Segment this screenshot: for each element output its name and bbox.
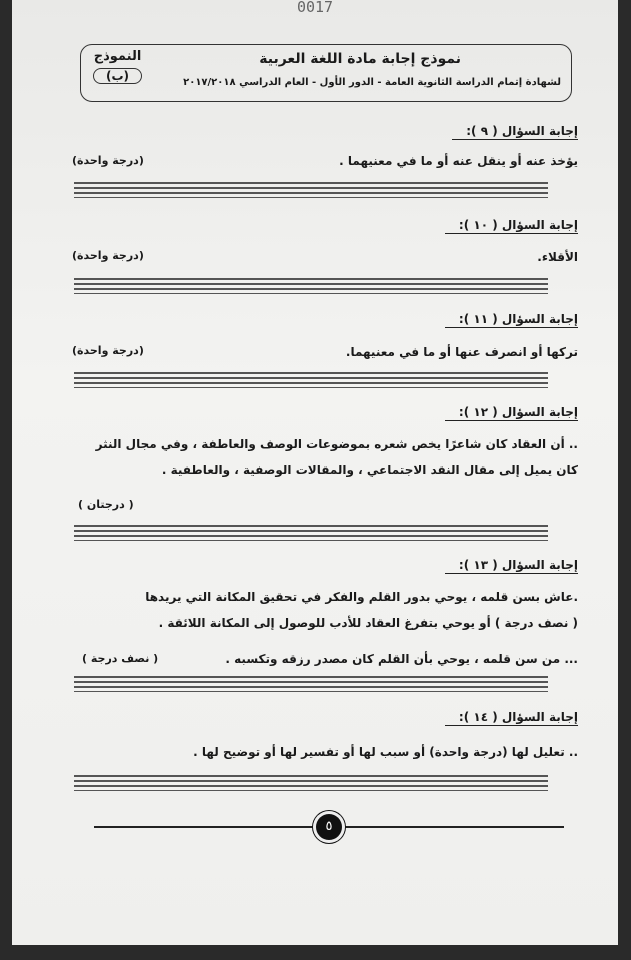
question-12-heading: إجابة السؤال ( ١٢ ): bbox=[445, 405, 578, 421]
question-9-heading: إجابة السؤال ( ٩ ): bbox=[452, 124, 578, 140]
answer-sheet bbox=[12, 0, 618, 945]
model-label: النموذج bbox=[93, 49, 142, 64]
model-box bbox=[93, 49, 142, 84]
separator bbox=[74, 182, 548, 198]
question-11-answer: تركها أو انصرف عنها أو ما في معنيهما. bbox=[345, 345, 578, 359]
footer-page-number: ٥ bbox=[316, 814, 342, 840]
question-13-heading: إجابة السؤال ( ١٣ ): bbox=[445, 558, 578, 574]
question-12-grade: ( درجتان ) bbox=[78, 498, 134, 511]
header-subtitle: لشهادة إتمام الدراسة الثانوية العامة - الدور الأول - العام الدراسي ٢٠١٧/٢٠١٨ bbox=[183, 77, 561, 88]
question-13-grade: ( نصف درجة ) bbox=[82, 652, 159, 665]
question-9-grade: (درجة واحدة) bbox=[72, 154, 144, 167]
question-11-grade: (درجة واحدة) bbox=[72, 344, 144, 357]
question-13-answer-line-2: ( نصف درجة ) أو يوحي بتفرغ العقاد للأدب للوصول إلى المكانة اللائقة . bbox=[158, 616, 578, 630]
page-code: 0017 bbox=[296, 0, 334, 16]
question-10-answer: الأقلاء. bbox=[537, 250, 578, 264]
question-12-answer-line-1: .. أن العقاد كان شاعرًا يخص شعره بموضوعات الوصف والعاطفة ، وفي مجال النثر bbox=[95, 437, 578, 451]
header-box bbox=[80, 44, 572, 102]
separator bbox=[74, 775, 548, 791]
question-11-heading: إجابة السؤال ( ١١ ): bbox=[445, 312, 578, 328]
question-12-answer-line-2: كان يميل إلى مقال النقد الاجتماعي ، والمقالات الوصفية ، والعاطفية . bbox=[161, 463, 578, 477]
separator bbox=[74, 372, 548, 388]
separator bbox=[74, 525, 548, 541]
question-14-answer: .. تعليل لها (درجة واحدة) أو سبب لها أو تفسير لها أو توضيح لها . bbox=[193, 745, 578, 759]
header-title: نموذج إجابة مادة اللغة العربية bbox=[259, 51, 461, 67]
question-14-heading: إجابة السؤال ( ١٤ ): bbox=[445, 710, 578, 726]
question-9-answer: يؤخذ عنه أو ينقل عنه أو ما في معنيهما . bbox=[339, 154, 578, 168]
question-13-answer-line-3: ... من سن قلمه ، يوحي بأن القلم كان مصدر رزقه وتكسبه . bbox=[225, 652, 578, 666]
separator bbox=[74, 676, 548, 692]
question-10-grade: (درجة واحدة) bbox=[72, 249, 144, 262]
question-10-heading: إجابة السؤال ( ١٠ ): bbox=[445, 218, 578, 234]
model-value: (ب) bbox=[93, 68, 142, 84]
question-13-answer-line-1: .عاش بسن قلمه ، يوحي بدور القلم والفكر في تحقيق المكانة التي يريدها bbox=[145, 590, 578, 604]
separator bbox=[74, 278, 548, 294]
